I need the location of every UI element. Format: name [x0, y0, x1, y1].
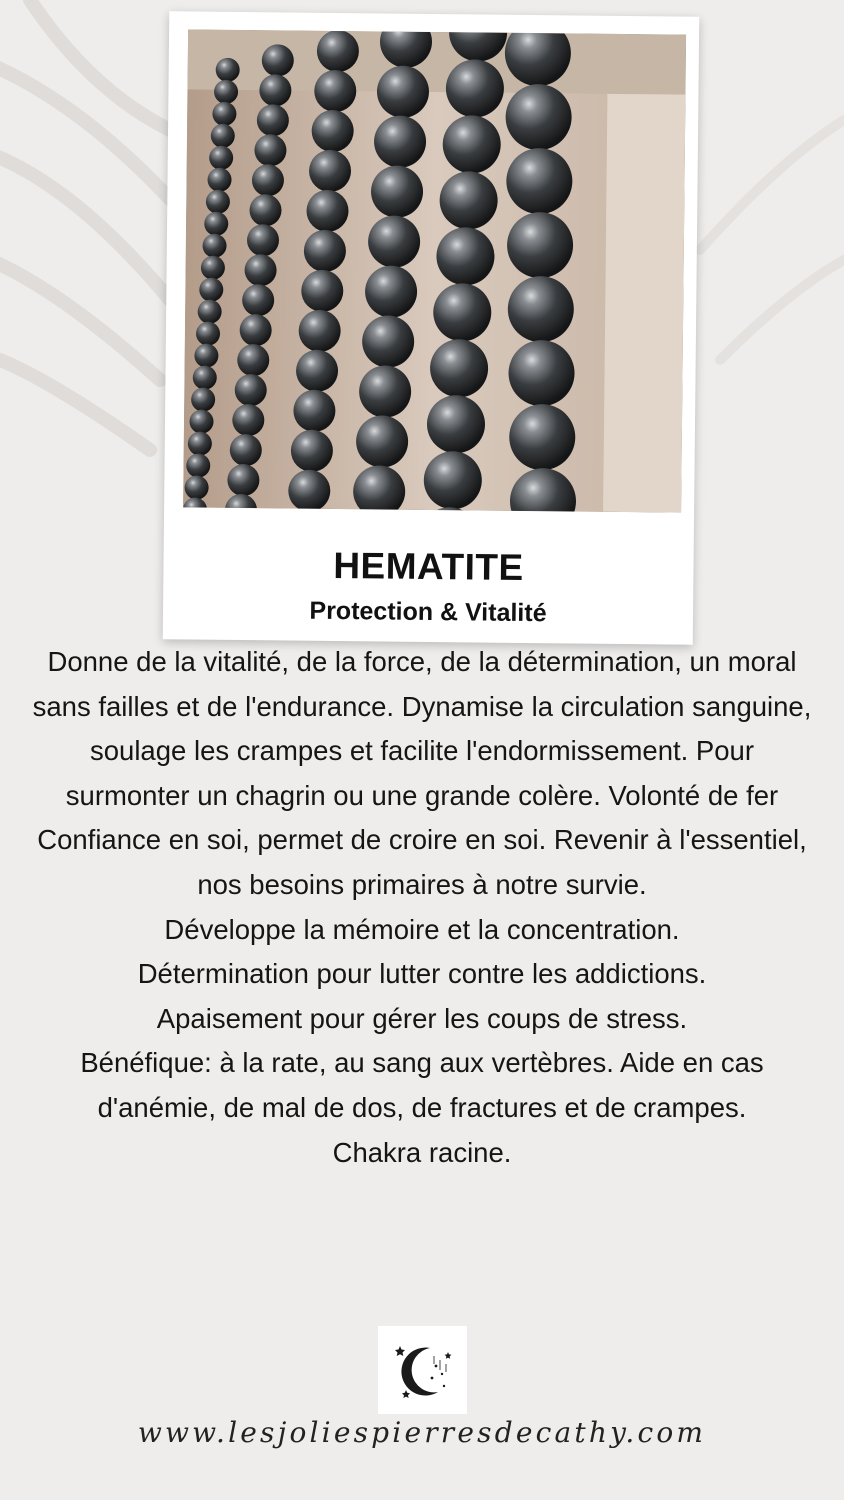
polaroid-card	[163, 11, 700, 645]
website-url: www.lesjoliespierresdecathy.com	[137, 1416, 707, 1449]
description	[30, 640, 814, 1175]
description-paragraph: Apaisement pour gérer les coups de stress.	[156, 1002, 688, 1034]
description-paragraph: Chakra racine.	[332, 1136, 512, 1168]
description-paragraph: Donne de la vitalité, de la force, de la détermination, un moral sans failles et de l'endurance. Dynamise la circulation sanguine, soulage les crampes et facilite l'endormissement. Pour surmonter un chagrin ou une grande colère. Volonté de fer Confiance en soi, permet de croire en soi. Revenir à l'essentiel, nos besoins primaires à notre survie.	[32, 646, 812, 900]
description-paragraph: Bénéfique: à la rate, au sang aux vertèbres. Aide en cas d'anémie, de mal de dos, de fractures et de crampes.	[80, 1047, 764, 1123]
stone-subtitle: Protection & Vitalité	[309, 596, 547, 628]
stone-name: HEMATITE	[333, 544, 524, 588]
product-photo	[183, 29, 686, 512]
crescent-moon-icon	[378, 1326, 467, 1414]
brand-logo	[378, 1326, 467, 1414]
description-paragraph: Détermination pour lutter contre les addictions.	[137, 958, 707, 990]
description-paragraph: Développe la mémoire et la concentration.	[164, 913, 680, 945]
